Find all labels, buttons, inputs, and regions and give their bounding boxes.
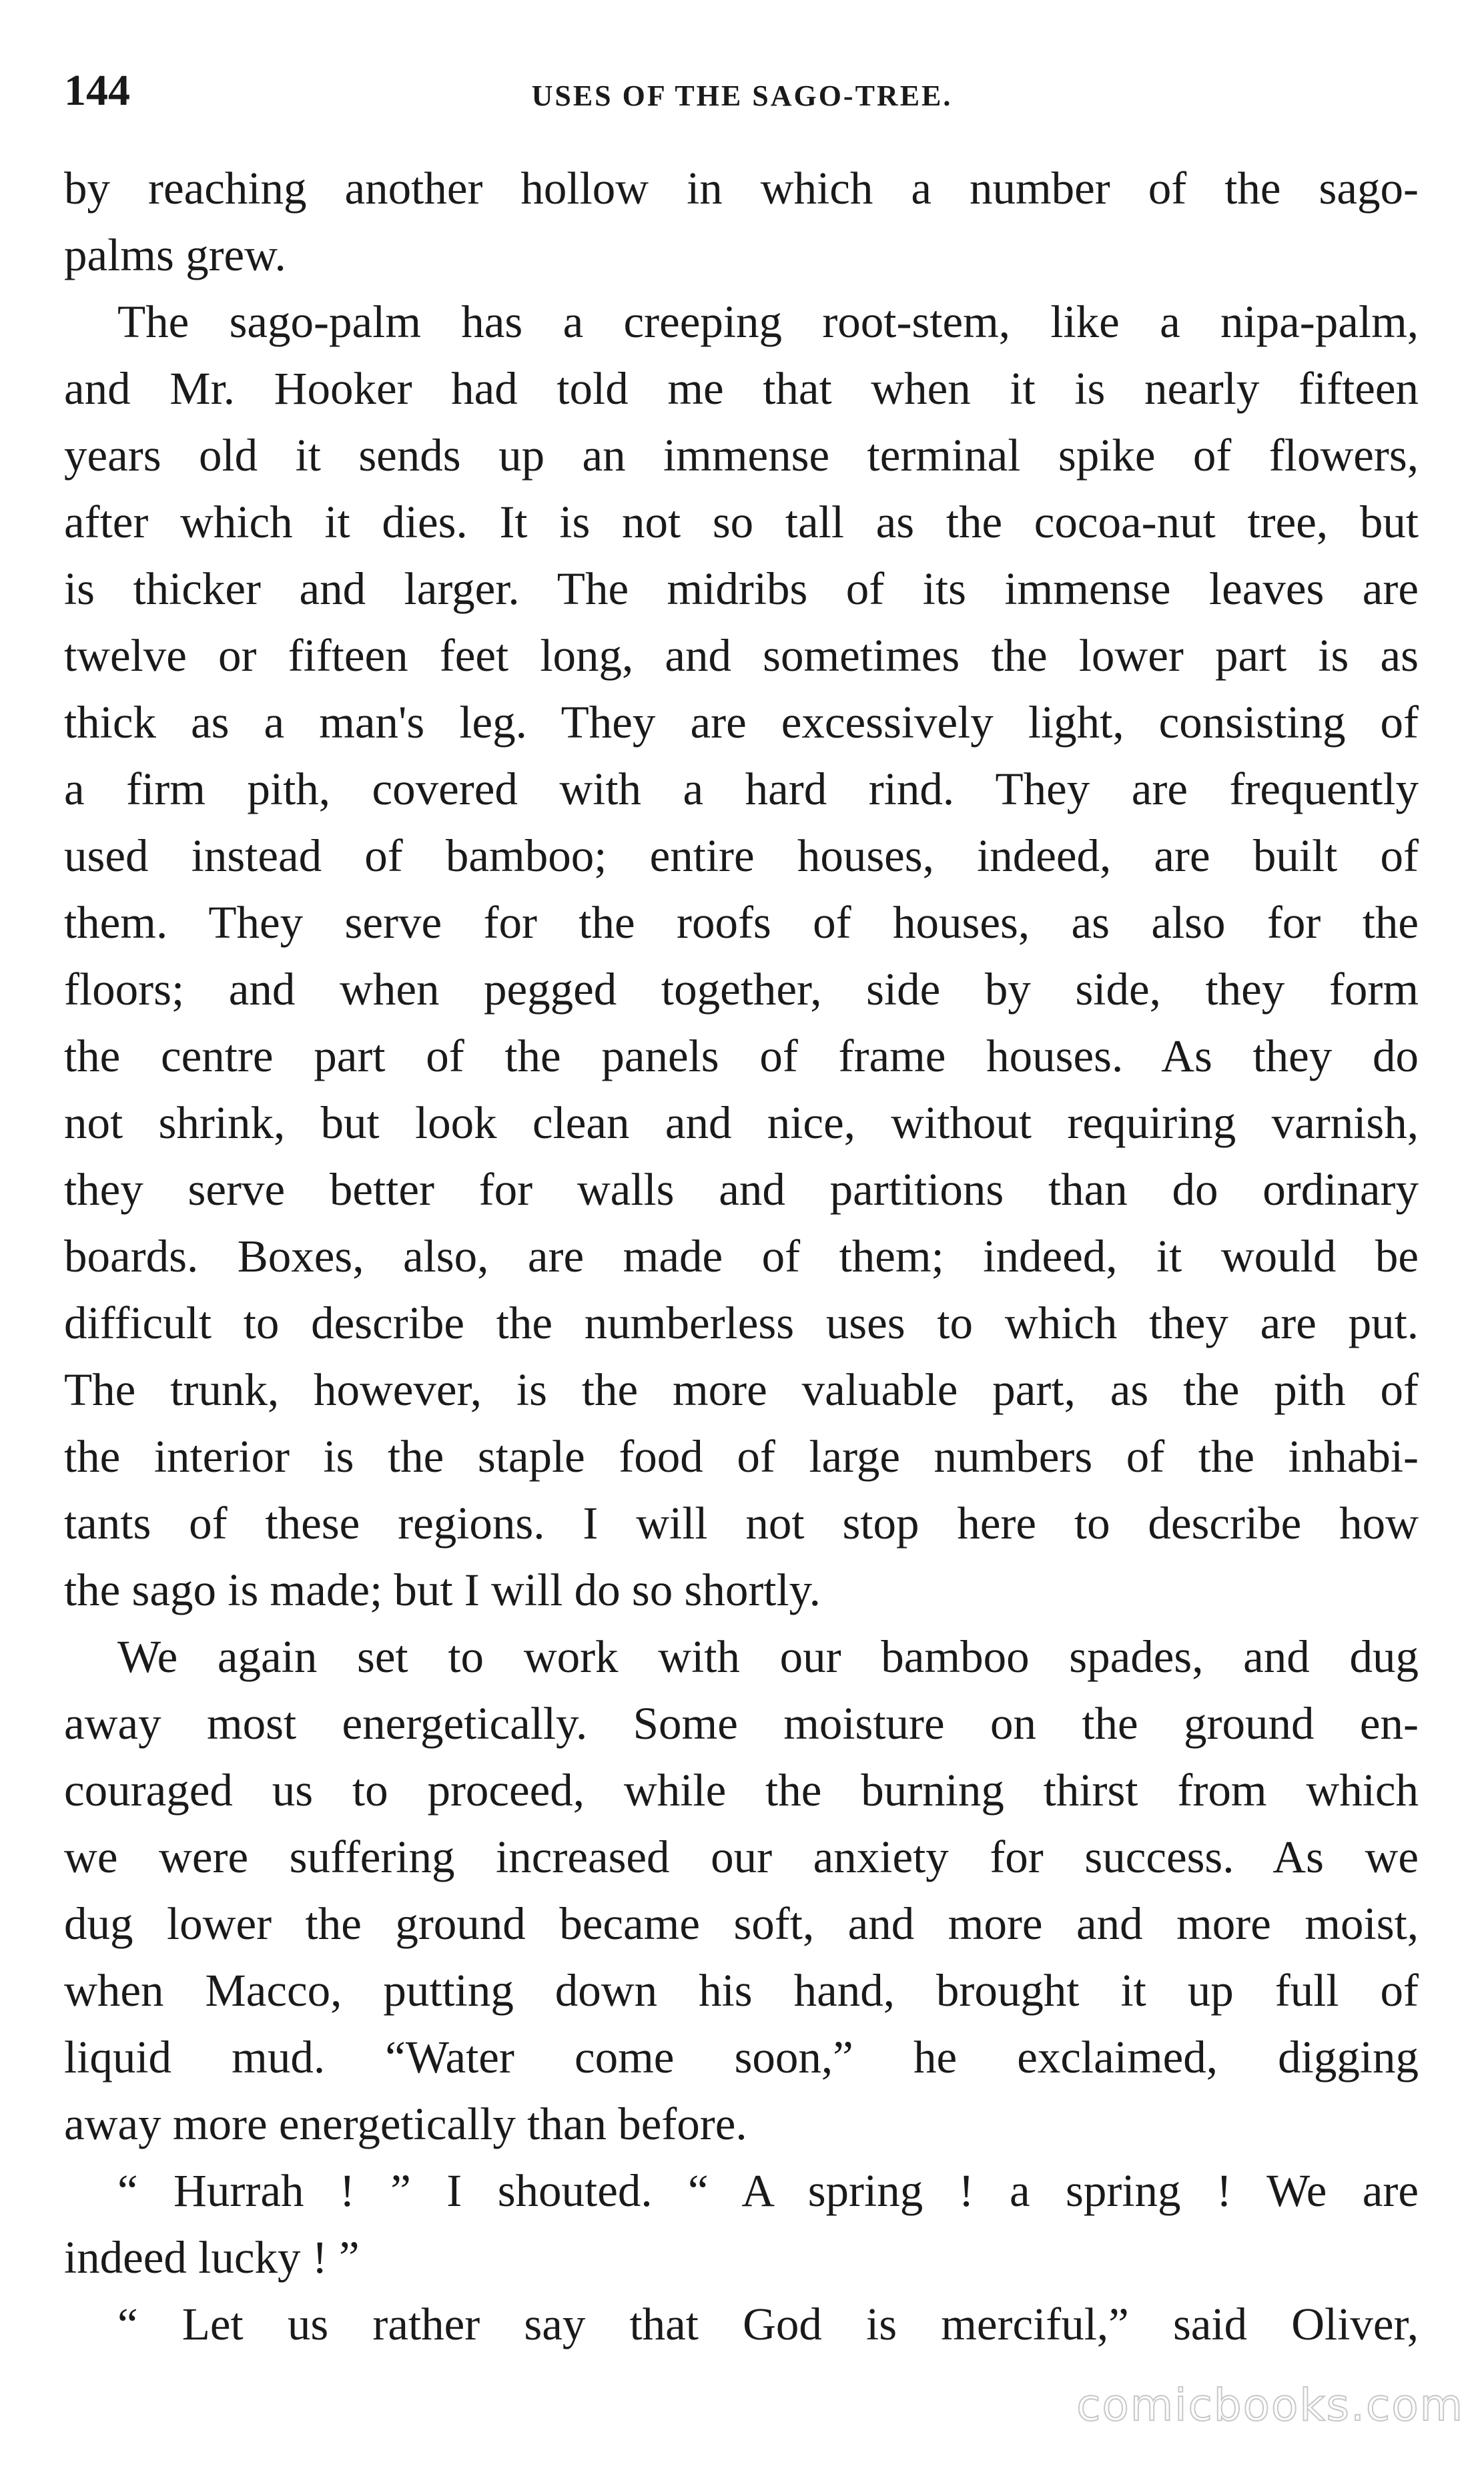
text-line: The sago-palm has a creeping root-stem, like a nipa-palm, <box>117 296 1419 347</box>
text-line: years old it sends up an immense terminal spike of flowers, <box>64 430 1419 481</box>
text-line: palms grew. <box>64 230 286 280</box>
text-line: after which it dies. It is not so tall as the cocoa-nut tree, but <box>64 497 1419 547</box>
text-line: the interior is the staple food of large numbers of the inhabi- <box>64 1431 1419 1482</box>
text-line: the centre part of the panels of frame houses. As they do <box>64 1031 1419 1081</box>
paragraph <box>64 155 1419 288</box>
text-line: the sago is made; but I will do so shortly. <box>64 1565 821 1615</box>
paragraph <box>64 1623 1419 2157</box>
body-text <box>64 155 1419 2358</box>
paragraph <box>64 2157 1419 2291</box>
text-line: The trunk, however, is the more valuable part, as the pith of <box>64 1364 1419 1415</box>
page-header <box>64 64 1420 117</box>
text-line: they serve better for walls and partitions than do ordinary <box>64 1164 1419 1215</box>
text-line: twelve or fifteen feet long, and sometimes the lower part is as <box>64 630 1419 681</box>
text-line: tants of these regions. I will not stop here to describe how <box>64 1498 1419 1549</box>
text-line: “ Hurrah ! ” I shouted. “ A spring ! a spring ! We are <box>117 2165 1419 2216</box>
text-line: We again set to work with our bamboo spades, and dug <box>117 1631 1419 1682</box>
page-number: 144 <box>64 66 130 115</box>
text-line: by reaching another hollow in which a number of the sago- <box>64 163 1419 214</box>
text-line: and Mr. Hooker had told me that when it is nearly fifteen <box>64 363 1419 414</box>
text-line: couraged us to proceed, while the burning thirst from which <box>64 1765 1419 1816</box>
watermark: comicbooks.com <box>1076 2380 1464 2431</box>
text-line: away more energetically than before. <box>64 2099 747 2149</box>
text-line: dug lower the ground became soft, and more and more moist, <box>64 1898 1419 1949</box>
text-line: boards. Boxes, also, are made of them; indeed, it would be <box>64 1231 1419 1282</box>
text-line: used instead of bamboo; entire houses, indeed, are built of <box>64 830 1419 881</box>
text-line: a firm pith, covered with a hard rind. They are frequently <box>64 764 1419 814</box>
text-line: we were suffering increased our anxiety for success. As we <box>64 1832 1419 1882</box>
text-line: difficult to describe the numberless uses to which they are put. <box>64 1298 1419 1348</box>
text-line: is thicker and larger. The midribs of its immense leaves are <box>64 563 1419 614</box>
text-line: thick as a man's leg. They are excessively light, consisting of <box>64 697 1419 748</box>
text-line: indeed lucky ! ” <box>64 2232 360 2283</box>
text-line: “ Let us rather say that God is merciful,” said Oliver, <box>117 2299 1419 2349</box>
paragraph <box>64 288 1419 1623</box>
text-line: away most energetically. Some moisture on the ground en- <box>64 1698 1419 1749</box>
text-line: liquid mud. “Water come soon,” he exclaimed, digging <box>64 2032 1419 2083</box>
text-line: them. They serve for the roofs of houses, as also for the <box>64 897 1419 948</box>
text-line: not shrink, but look clean and nice, without requiring varnish, <box>64 1097 1419 1148</box>
text-line: when Macco, putting down his hand, brought it up full of <box>64 1965 1419 2016</box>
paragraph <box>64 2291 1419 2358</box>
running-head: USES OF THE SAGO-TREE. <box>531 79 953 112</box>
text-line: floors; and when pegged together, side by side, they form <box>64 964 1419 1015</box>
